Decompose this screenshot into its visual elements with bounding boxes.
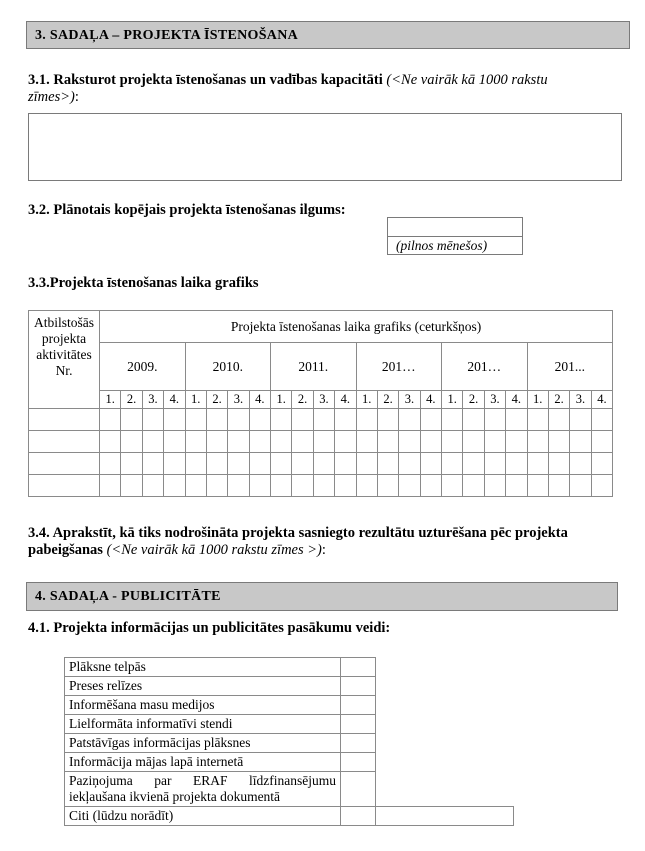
quarter-cell[interactable]: [377, 409, 398, 431]
question-3-1-hint-2: zīmes>): [28, 89, 75, 105]
publicity-item-label: Lielformāta informatīvi stendi: [65, 715, 341, 734]
publicity-row: [65, 753, 514, 772]
question-3-3-label: 3.3.Projekta īstenošanas laika grafiks: [28, 275, 259, 291]
quarter-cell[interactable]: [356, 431, 377, 453]
quarter-cell[interactable]: [228, 453, 249, 475]
publicity-check-cell[interactable]: [341, 658, 376, 677]
quarter-header: 4.: [591, 391, 613, 409]
quarter-header: 1.: [271, 391, 292, 409]
quarter-header: 2.: [206, 391, 227, 409]
quarter-cell[interactable]: [271, 453, 292, 475]
question-3-4: [28, 525, 628, 559]
quarter-cell[interactable]: [506, 431, 527, 453]
spacer-cell: [376, 734, 514, 753]
quarter-cell[interactable]: [377, 475, 398, 497]
quarter-cell[interactable]: [591, 431, 613, 453]
publicity-item-label: Patstāvīgas informācijas plāksnes: [65, 734, 341, 753]
quarter-cell[interactable]: [463, 409, 484, 431]
question-3-4-label-1: 3.4. Aprakstīt, kā tiks nodrošināta projekta sasniegto rezultātu uzturēšana pēc projekta: [28, 525, 568, 541]
question-3-4-colon: :: [321, 542, 326, 558]
quarter-cell[interactable]: [570, 453, 591, 475]
quarter-cell[interactable]: [484, 409, 505, 431]
activity-number-cell[interactable]: [29, 453, 100, 475]
quarter-cell[interactable]: [506, 409, 527, 431]
duration-unit-text: (pilnos mēnešos): [396, 238, 488, 253]
quarter-header: 4.: [506, 391, 527, 409]
publicity-item-label: Preses relīzes: [65, 677, 341, 696]
quarter-cell[interactable]: [121, 453, 142, 475]
section-3-title: 3. SADAĻA – PROJEKTA ĪSTENOŠANA: [35, 28, 299, 43]
quarter-header: 3.: [570, 391, 591, 409]
quarter-cell[interactable]: [377, 453, 398, 475]
duration-input[interactable]: [387, 217, 523, 237]
quarter-cell[interactable]: [313, 475, 334, 497]
quarter-cell[interactable]: [527, 409, 548, 431]
question-3-1-hint-1: (<Ne vairāk kā 1000 rakstu: [386, 72, 548, 88]
quarter-cell[interactable]: [335, 431, 356, 453]
spacer-cell: [376, 696, 514, 715]
quarter-cell[interactable]: [527, 431, 548, 453]
publicity-check-cell[interactable]: [341, 772, 376, 807]
quarter-cell[interactable]: [442, 453, 463, 475]
quarter-header: 4.: [249, 391, 270, 409]
quarter-cell[interactable]: [356, 409, 377, 431]
quarter-cell[interactable]: [399, 475, 420, 497]
quarter-cell[interactable]: [570, 475, 591, 497]
quarter-cell[interactable]: [121, 409, 142, 431]
duration-unit-label: [387, 236, 523, 255]
publicity-row: [65, 807, 514, 826]
quarter-cell[interactable]: [249, 453, 270, 475]
quarter-cell[interactable]: [292, 453, 313, 475]
activity-number-header: [29, 311, 100, 409]
quarter-cell[interactable]: [142, 431, 163, 453]
quarter-cell[interactable]: [356, 453, 377, 475]
quarter-cell[interactable]: [463, 453, 484, 475]
year-header: 201...: [527, 343, 613, 391]
quarter-cell[interactable]: [313, 431, 334, 453]
quarter-cell[interactable]: [271, 475, 292, 497]
section-3-header: [26, 21, 630, 49]
quarter-cell[interactable]: [484, 453, 505, 475]
quarter-cell[interactable]: [356, 475, 377, 497]
quarter-cell[interactable]: [292, 431, 313, 453]
quarter-header: 2.: [463, 391, 484, 409]
quarter-cell[interactable]: [292, 409, 313, 431]
quarter-cell[interactable]: [249, 475, 270, 497]
quarter-cell[interactable]: [142, 475, 163, 497]
quarter-header: 3.: [399, 391, 420, 409]
quarter-cell[interactable]: [484, 475, 505, 497]
spacer-cell: [376, 753, 514, 772]
schedule-row: [29, 409, 613, 431]
quarter-cell[interactable]: [271, 409, 292, 431]
quarter-header: 4.: [164, 391, 185, 409]
capacity-description-field[interactable]: [28, 113, 622, 181]
quarter-cell[interactable]: [206, 409, 227, 431]
publicity-row: [65, 715, 514, 734]
quarter-cell[interactable]: [570, 431, 591, 453]
question-4-1-label: 4.1. Projekta informācijas un publicitātes pasākumu veidi:: [28, 620, 391, 636]
publicity-row: [65, 677, 514, 696]
quarter-cell[interactable]: [591, 409, 613, 431]
quarter-cell[interactable]: [100, 431, 121, 453]
quarter-cell[interactable]: [463, 431, 484, 453]
activity-number-header-text: Atbilstošās projekta aktivitātes Nr.: [33, 315, 94, 378]
quarter-cell[interactable]: [527, 453, 548, 475]
quarter-cell[interactable]: [335, 453, 356, 475]
quarter-cell[interactable]: [420, 409, 441, 431]
publicity-check-cell[interactable]: [341, 753, 376, 772]
spacer-cell: [376, 715, 514, 734]
spacer-cell: [376, 677, 514, 696]
quarter-cell[interactable]: [442, 409, 463, 431]
quarter-cell[interactable]: [185, 453, 206, 475]
section-4-title: 4. SADAĻA - PUBLICITĀTE: [35, 589, 221, 604]
year-header: 2009.: [100, 343, 186, 391]
quarter-cell[interactable]: [249, 409, 270, 431]
quarter-cell[interactable]: [399, 431, 420, 453]
year-header: 2011.: [271, 343, 357, 391]
publicity-item-label: Plāksne telpās: [65, 658, 341, 677]
quarter-cell[interactable]: [591, 475, 613, 497]
publicity-item-label: Informēšana masu medijos: [65, 696, 341, 715]
quarter-cell[interactable]: [313, 453, 334, 475]
quarter-cell[interactable]: [228, 431, 249, 453]
quarter-cell[interactable]: [420, 453, 441, 475]
schedule-row: [29, 453, 613, 475]
quarter-cell[interactable]: [185, 431, 206, 453]
publicity-check-cell[interactable]: [341, 677, 376, 696]
quarter-cell[interactable]: [271, 431, 292, 453]
schedule-table: [28, 310, 613, 497]
activity-number-cell[interactable]: [29, 475, 100, 497]
publicity-check-cell[interactable]: [341, 715, 376, 734]
quarter-header: 3.: [228, 391, 249, 409]
quarter-cell[interactable]: [420, 431, 441, 453]
quarter-cell[interactable]: [548, 409, 569, 431]
question-3-4-label-2: pabeigšanas: [28, 542, 103, 558]
quarter-header: 3.: [484, 391, 505, 409]
publicity-row: [65, 696, 514, 715]
schedule-header: [100, 311, 613, 343]
publicity-check-cell[interactable]: [341, 734, 376, 753]
quarter-cell[interactable]: [377, 431, 398, 453]
publicity-item-label: Citi (lūdzu norādīt): [65, 807, 341, 826]
quarter-header: 3.: [313, 391, 334, 409]
activity-number-cell[interactable]: [29, 409, 100, 431]
question-3-3: [28, 275, 259, 292]
quarter-header: 2.: [377, 391, 398, 409]
quarter-cell[interactable]: [463, 475, 484, 497]
quarter-header: 3.: [142, 391, 163, 409]
quarter-cell[interactable]: [548, 431, 569, 453]
quarter-cell[interactable]: [164, 431, 185, 453]
section-4-header: [26, 582, 618, 611]
question-3-4-hint: (<Ne vairāk kā 1000 rakstu zīmes >): [106, 542, 322, 558]
quarter-cell[interactable]: [100, 475, 121, 497]
quarter-cell[interactable]: [121, 431, 142, 453]
quarter-header: 2.: [548, 391, 569, 409]
quarter-cell[interactable]: [142, 453, 163, 475]
quarter-header: 2.: [121, 391, 142, 409]
quarter-cell[interactable]: [292, 475, 313, 497]
question-3-1-colon: :: [74, 89, 79, 105]
quarter-cell[interactable]: [100, 409, 121, 431]
quarter-cell[interactable]: [228, 409, 249, 431]
quarter-cell[interactable]: [527, 475, 548, 497]
quarter-cell[interactable]: [506, 453, 527, 475]
quarter-header: 1.: [442, 391, 463, 409]
quarter-cell[interactable]: [142, 409, 163, 431]
publicity-item-label: Informācija mājas lapā internetā: [65, 753, 341, 772]
schedule-row: [29, 475, 613, 497]
quarter-cell[interactable]: [206, 431, 227, 453]
quarter-cell[interactable]: [164, 409, 185, 431]
publicity-row: [65, 734, 514, 753]
quarter-cell[interactable]: [206, 453, 227, 475]
activity-number-cell[interactable]: [29, 431, 100, 453]
question-3-1-label: 3.1. Raksturot projekta īstenošanas un vadības kapacitāti: [28, 72, 383, 88]
year-header: 201…: [356, 343, 442, 391]
quarter-cell[interactable]: [442, 475, 463, 497]
publicity-row: [65, 772, 514, 807]
quarter-header: 1.: [356, 391, 377, 409]
quarter-header: 2.: [292, 391, 313, 409]
question-4-1: [28, 620, 390, 637]
quarter-cell[interactable]: [335, 409, 356, 431]
quarter-cell[interactable]: [206, 475, 227, 497]
quarter-cell[interactable]: [420, 475, 441, 497]
quarter-cell[interactable]: [506, 475, 527, 497]
quarter-cell[interactable]: [548, 475, 569, 497]
quarter-cell[interactable]: [399, 453, 420, 475]
question-3-2: [28, 202, 388, 219]
schedule-header-text: Projekta īstenošanas laika grafiks (ceturkšņos): [230, 318, 482, 334]
quarter-cell[interactable]: [185, 409, 206, 431]
year-header: 201…: [442, 343, 528, 391]
publicity-check-cell[interactable]: [341, 696, 376, 715]
quarter-cell[interactable]: [313, 409, 334, 431]
quarter-cell[interactable]: [484, 431, 505, 453]
quarter-cell[interactable]: [249, 431, 270, 453]
quarter-cell[interactable]: [100, 453, 121, 475]
quarter-cell[interactable]: [570, 409, 591, 431]
other-specify-field[interactable]: [376, 807, 514, 826]
quarter-cell[interactable]: [228, 475, 249, 497]
quarter-header: 4.: [420, 391, 441, 409]
quarter-cell[interactable]: [164, 475, 185, 497]
year-header: 2010.: [185, 343, 271, 391]
quarter-cell[interactable]: [121, 475, 142, 497]
schedule-row: [29, 431, 613, 453]
quarter-cell[interactable]: [442, 431, 463, 453]
quarter-cell[interactable]: [164, 453, 185, 475]
publicity-item-label: Paziņojuma par ERAF līdzfinansējumu iekļaušana ikvienā projekta dokumentā: [65, 772, 341, 807]
quarter-cell[interactable]: [185, 475, 206, 497]
quarter-cell[interactable]: [591, 453, 613, 475]
spacer-cell: [376, 772, 514, 807]
question-3-1: [28, 72, 618, 106]
quarter-header: 1.: [100, 391, 121, 409]
quarter-cell[interactable]: [548, 453, 569, 475]
quarter-header: 1.: [185, 391, 206, 409]
spacer-cell: [376, 658, 514, 677]
publicity-check-cell[interactable]: [341, 807, 376, 826]
quarter-header: 4.: [335, 391, 356, 409]
quarter-header: 1.: [527, 391, 548, 409]
quarter-cell[interactable]: [399, 409, 420, 431]
publicity-row: [65, 658, 514, 677]
publicity-table: [64, 657, 514, 826]
quarter-cell[interactable]: [335, 475, 356, 497]
question-3-2-label: 3.2. Plānotais kopējais projekta īstenošanas ilgums:: [28, 202, 346, 218]
